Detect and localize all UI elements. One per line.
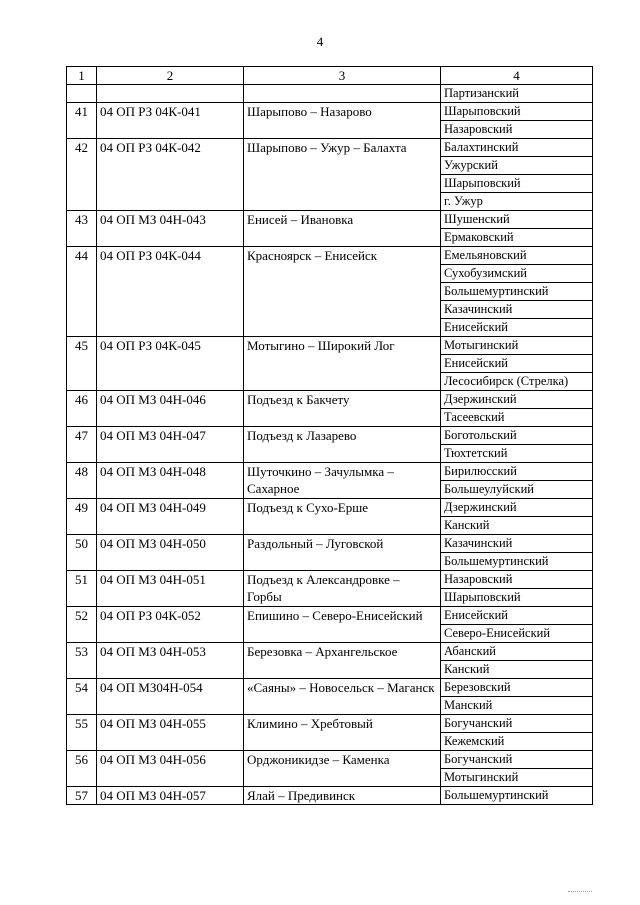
continuation-district: Партизанский (441, 85, 593, 103)
district-cell: Казачинский (441, 301, 593, 319)
district-cell: Северо-Енисейский (441, 625, 593, 643)
road-code: 04 ОП МЗ 04Н-046 (97, 391, 244, 427)
table-header-row (67, 67, 593, 85)
road-name: Красноярск – Енисейск (244, 247, 441, 337)
row-number: 48 (67, 463, 97, 499)
district-cell: Шушенский (441, 211, 593, 229)
row-number: 43 (67, 211, 97, 247)
district-cell: Шарыповский (441, 589, 593, 607)
table-row (67, 679, 593, 697)
district-cell: Казачинский (441, 535, 593, 553)
row-number: 44 (67, 247, 97, 337)
district-cell: Мотыгинский (441, 769, 593, 787)
district-cell: Назаровский (441, 121, 593, 139)
district-cell: Ермаковский (441, 229, 593, 247)
district-cell: Назаровский (441, 571, 593, 589)
page-number: 4 (316, 34, 324, 49)
district-cell: Енисейский (441, 319, 593, 337)
table-row (67, 535, 593, 553)
continuation-row (67, 85, 593, 103)
road-code: 04 ОП МЗ 04Н-047 (97, 427, 244, 463)
roads-table (66, 66, 593, 805)
row-number: 47 (67, 427, 97, 463)
road-code: 04 ОП МЗ 04Н-051 (97, 571, 244, 607)
continuation-code (97, 85, 244, 103)
district-cell: Богучанский (441, 715, 593, 733)
table-row (67, 751, 593, 769)
district-cell: Бирилюсский (441, 463, 593, 481)
table-row (67, 643, 593, 661)
district-cell: Сухобузимский (441, 265, 593, 283)
district-cell: Березовский (441, 679, 593, 697)
table-row (67, 247, 593, 265)
road-code: 04 ОП МЗ 04Н-043 (97, 211, 244, 247)
road-code: 04 ОП РЗ 04К-052 (97, 607, 244, 643)
road-name: «Саяны» – Новосельск – Маганск (244, 679, 441, 715)
header-col-3: 3 (244, 67, 441, 85)
road-code: 04 ОП МЗ 04Н-050 (97, 535, 244, 571)
district-cell: Ужурский (441, 157, 593, 175)
table-row (67, 787, 593, 805)
road-name: Енисей – Ивановка (244, 211, 441, 247)
road-name: Подъезд к Сухо-Ерше (244, 499, 441, 535)
district-cell: Мотыгинский (441, 337, 593, 355)
district-cell: Большемуртинский (441, 787, 593, 805)
table-row (67, 571, 593, 589)
row-number: 51 (67, 571, 97, 607)
row-number: 45 (67, 337, 97, 391)
table-row (67, 463, 593, 481)
road-name: Подъезд к Александровке – Горбы (244, 571, 441, 607)
road-code: 04 ОП МЗ 04Н-048 (97, 463, 244, 499)
row-number: 41 (67, 103, 97, 139)
row-number: 56 (67, 751, 97, 787)
header-col-4: 4 (441, 67, 593, 85)
district-cell: Богучанский (441, 751, 593, 769)
district-cell: Большемуртинский (441, 283, 593, 301)
road-code: 04 ОП МЗ 04Н-049 (97, 499, 244, 535)
road-code: 04 ОП МЗ 04Н-056 (97, 751, 244, 787)
row-number: 55 (67, 715, 97, 751)
road-name: Подъезд к Бакчету (244, 391, 441, 427)
road-code: 04 ОП МЗ 04Н-053 (97, 643, 244, 679)
district-cell: Лесосибирск (Стрелка) (441, 373, 593, 391)
road-name: Шарыпово – Ужур – Балахта (244, 139, 441, 211)
road-name: Епишино – Северо-Енисейский (244, 607, 441, 643)
district-cell: Шарыповский (441, 103, 593, 121)
footer-mark (568, 891, 592, 894)
table-row (67, 337, 593, 355)
row-number: 42 (67, 139, 97, 211)
district-cell: г. Ужур (441, 193, 593, 211)
district-cell: Енисейский (441, 355, 593, 373)
district-cell: Большемуртинский (441, 553, 593, 571)
row-number: 53 (67, 643, 97, 679)
road-code: 04 ОП МЗ04Н-054 (97, 679, 244, 715)
district-cell: Кежемский (441, 733, 593, 751)
table-row (67, 715, 593, 733)
road-name: Шарыпово – Назарово (244, 103, 441, 139)
road-code: 04 ОП РЗ 04К-045 (97, 337, 244, 391)
road-name: Климино – Хребтовый (244, 715, 441, 751)
road-name: Орджоникидзе – Каменка (244, 751, 441, 787)
table-row (67, 427, 593, 445)
district-cell: Емельяновский (441, 247, 593, 265)
table-row (67, 139, 593, 157)
road-name: Мотыгино – Широкий Лог (244, 337, 441, 391)
table-row (67, 103, 593, 121)
row-number: 57 (67, 787, 97, 805)
row-number: 52 (67, 607, 97, 643)
continuation-num (67, 85, 97, 103)
road-name: Подъезд к Лазарево (244, 427, 441, 463)
header-col-1: 1 (67, 67, 97, 85)
road-code: 04 ОП РЗ 04К-041 (97, 103, 244, 139)
district-cell: Дзержинский (441, 499, 593, 517)
row-number: 49 (67, 499, 97, 535)
district-cell: Манский (441, 697, 593, 715)
district-cell: Боготольский (441, 427, 593, 445)
district-cell: Шарыповский (441, 175, 593, 193)
table-row (67, 607, 593, 625)
road-name: Раздольный – Луговской (244, 535, 441, 571)
continuation-name (244, 85, 441, 103)
road-code: 04 ОП МЗ 04Н-057 (97, 787, 244, 805)
road-name: Березовка – Архангельское (244, 643, 441, 679)
road-code: 04 ОП РЗ 04К-044 (97, 247, 244, 337)
row-number: 50 (67, 535, 97, 571)
district-cell: Балахтинский (441, 139, 593, 157)
district-cell: Канский (441, 661, 593, 679)
header-col-2: 2 (97, 67, 244, 85)
district-cell: Абанский (441, 643, 593, 661)
district-cell: Тасеевский (441, 409, 593, 427)
table-row (67, 499, 593, 517)
road-name: Шуточкино – Зачулымка – Сахарное (244, 463, 441, 499)
district-cell: Большеулуйский (441, 481, 593, 499)
road-code: 04 ОП МЗ 04Н-055 (97, 715, 244, 751)
table-row (67, 391, 593, 409)
row-number: 46 (67, 391, 97, 427)
road-name: Ялай – Предивинск (244, 787, 441, 805)
row-number: 54 (67, 679, 97, 715)
district-cell: Канский (441, 517, 593, 535)
road-code: 04 ОП РЗ 04К-042 (97, 139, 244, 211)
table-row (67, 211, 593, 229)
district-cell: Дзержинский (441, 391, 593, 409)
district-cell: Енисейский (441, 607, 593, 625)
district-cell: Тюхтетский (441, 445, 593, 463)
